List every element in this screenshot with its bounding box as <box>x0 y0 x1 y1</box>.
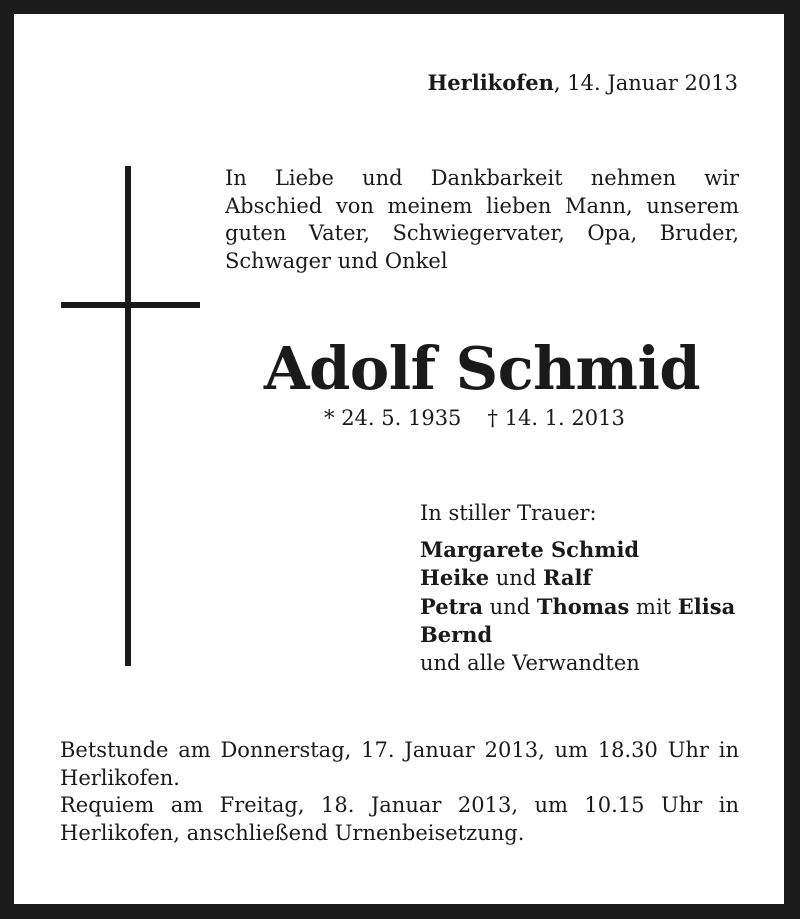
cross-icon <box>125 166 131 666</box>
mourner-joiner: mit <box>629 594 678 619</box>
birth-symbol: * <box>324 406 335 430</box>
intro-line: Abschied von meinem lieben Mann, unserem <box>225 193 739 218</box>
mourner-row <box>420 593 735 622</box>
mourners-heading: In stiller Trauer: <box>420 501 597 525</box>
notice-date: , 14. Januar 2013 <box>553 71 738 95</box>
mourners-list <box>420 500 735 677</box>
birth-date: 24. 5. 1935 <box>341 406 462 430</box>
service-line: Betstunde am Donnerstag, 17. Januar 2013, um 18.30 Uhr in <box>60 738 739 762</box>
obituary-notice <box>14 14 784 904</box>
life-dates <box>324 406 625 430</box>
service-line: Herlikofen, anschließend Urnenbeisetzung. <box>60 820 525 845</box>
mourner-joiner: und <box>489 566 543 590</box>
mourner-name: Petra <box>420 593 483 619</box>
mourners-closing: und alle Verwandten <box>420 650 640 675</box>
service-line: Herlikofen. <box>60 765 180 790</box>
death-symbol: † <box>487 406 498 430</box>
place-date <box>427 70 738 95</box>
mourner-row <box>420 621 735 650</box>
intro-line: In Liebe und Dankbarkeit nehmen wir <box>225 166 739 190</box>
mourner-name: Ralf <box>542 565 592 590</box>
mourner-row <box>420 564 735 593</box>
mourner-name: Bernd <box>420 622 493 647</box>
service-line: Requiem am Freitag, 18. Januar 2013, um 10.15 Uhr in <box>60 793 739 817</box>
cross-icon-bar <box>61 302 200 308</box>
deceased-name: Adolf Schmid <box>263 334 701 403</box>
mourner-name: Heike <box>420 565 490 590</box>
mourner-name: Thomas <box>536 593 630 619</box>
intro-line: Schwager und Onkel <box>225 248 448 273</box>
death-date: 14. 1. 2013 <box>504 406 625 430</box>
intro-text <box>225 165 739 275</box>
service-info <box>60 737 739 847</box>
place-name: Herlikofen <box>427 70 554 95</box>
mourner-name: Elisa <box>677 593 736 619</box>
intro-line: guten Vater, Schwiegervater, Opa, Bruder, <box>225 221 739 245</box>
mourner-joiner: und <box>482 594 537 619</box>
mourner-row <box>420 536 735 565</box>
mourner-name: Margarete Schmid <box>420 536 640 562</box>
